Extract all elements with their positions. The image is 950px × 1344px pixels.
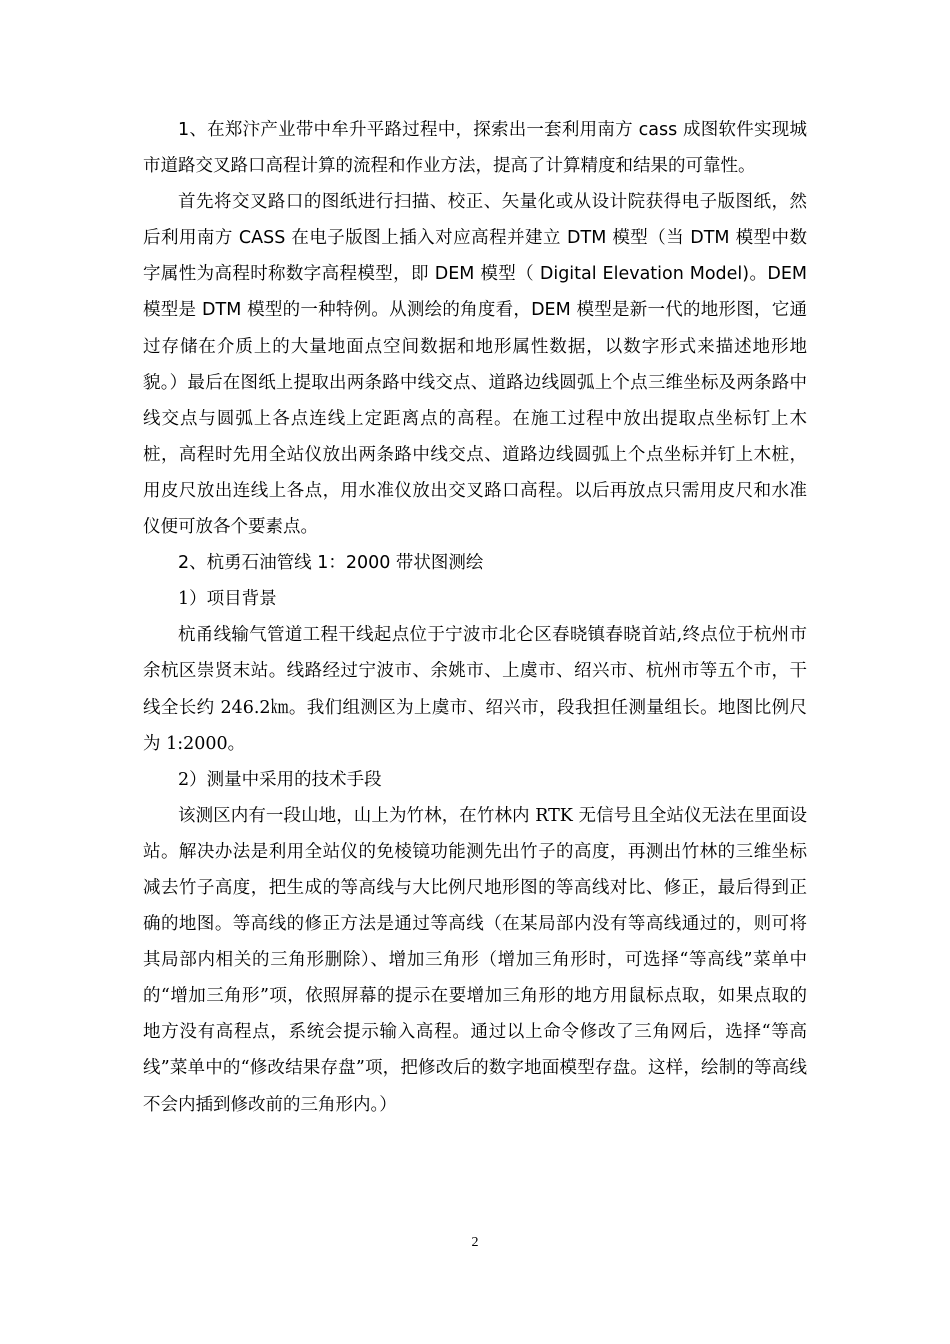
body-text bbox=[143, 112, 807, 1123]
section-heading-pipeline: 2、杭勇石油管线 1：2000 带状图测绘 bbox=[178, 553, 484, 574]
page-number: 2 bbox=[471, 1235, 479, 1250]
paragraph-dtm-method: 首先将交叉路口的图纸进行扫描、校正、矢量化或从设计院获得电子版图纸，然后利用南方 CASS 在电子版图上插入对应高程并建立 DTM 模型（当 DTM 模型中数字属性为高程时称数字高程模型，即 DEM 模型（ Digital Elevation Model)。DEM 模型是 DTM 模型的一种特例。从测绘的角度看，DEM 模型是新一代的地形图，它通过存储在介质上的大量地面点空间数据和地形属性数据，以数字形式来描述地形地貌。）最后在图纸上提取出两条路中线交点、道路边线圆弧上个点三维坐标及两条路中线交点与圆弧上各点连线上定距离点的高程。在施工过程中放出提取点坐标钉上木桩，高程时先用全站仪放出两条路中线交点、道路边线圆弧上个点坐标并钉上木桩，用皮尺放出连线上各点，用水准仪放出交叉路口高程。以后再放点只需用皮尺和水准仪便可放各个要素点。 bbox=[143, 192, 807, 538]
paragraph-cass-intro: 1、在郑汴产业带中牟升平路过程中，探索出一套利用南方 cass 成图软件实现城市道路交叉路口高程计算的流程和作业方法，提高了计算精度和结果的可靠性。 bbox=[143, 120, 807, 177]
subheading-background: 1）项目背景 bbox=[178, 589, 277, 610]
paragraph-techniques: 该测区内有一段山地，山上为竹林，在竹林内 RTK 无信号且全站仪无法在里面设站。解决办法是利用全站仪的免棱镜功能测先出竹子的高度，再测出竹林的三维坐标减去竹子高度，把生成的等高线与大比例尺地形图的等高线对比、修正，最后得到正确的地图。等高线的修正方法是通过等高线（在某局部内没有等高线通过的，则可将其局部内相关的三角形删除）、增加三角形（增加三角形时，可选择“等高线”菜单中的“增加三角形”项，依照屏幕的提示在要增加三角形的地方用鼠标点取，如果点取的地方没有高程点，系统会提示输入高程。通过以上命令修改了三角网后，选择“等高线”菜单中的“修改结果存盘”项，把修改后的数字地面模型存盘。这样，绘制的等高线不会内插到修改前的三角形内。） bbox=[143, 805, 807, 1115]
paragraph-project-background: 杭甬线输气管道工程干线起点位于宁波市北仑区春晓镇春晓首站,终点位于杭州市余杭区崇贤末站。线路经过宁波市、余姚市、上虞市、绍兴市、杭州市等五个市，干线全长约 246.2㎞。我们组测区为上虞市、绍兴市，段我担任测量组长。地图比例尺为 1:2000。 bbox=[143, 625, 807, 754]
subheading-techniques: 2）测量中采用的技术手段 bbox=[178, 769, 382, 790]
